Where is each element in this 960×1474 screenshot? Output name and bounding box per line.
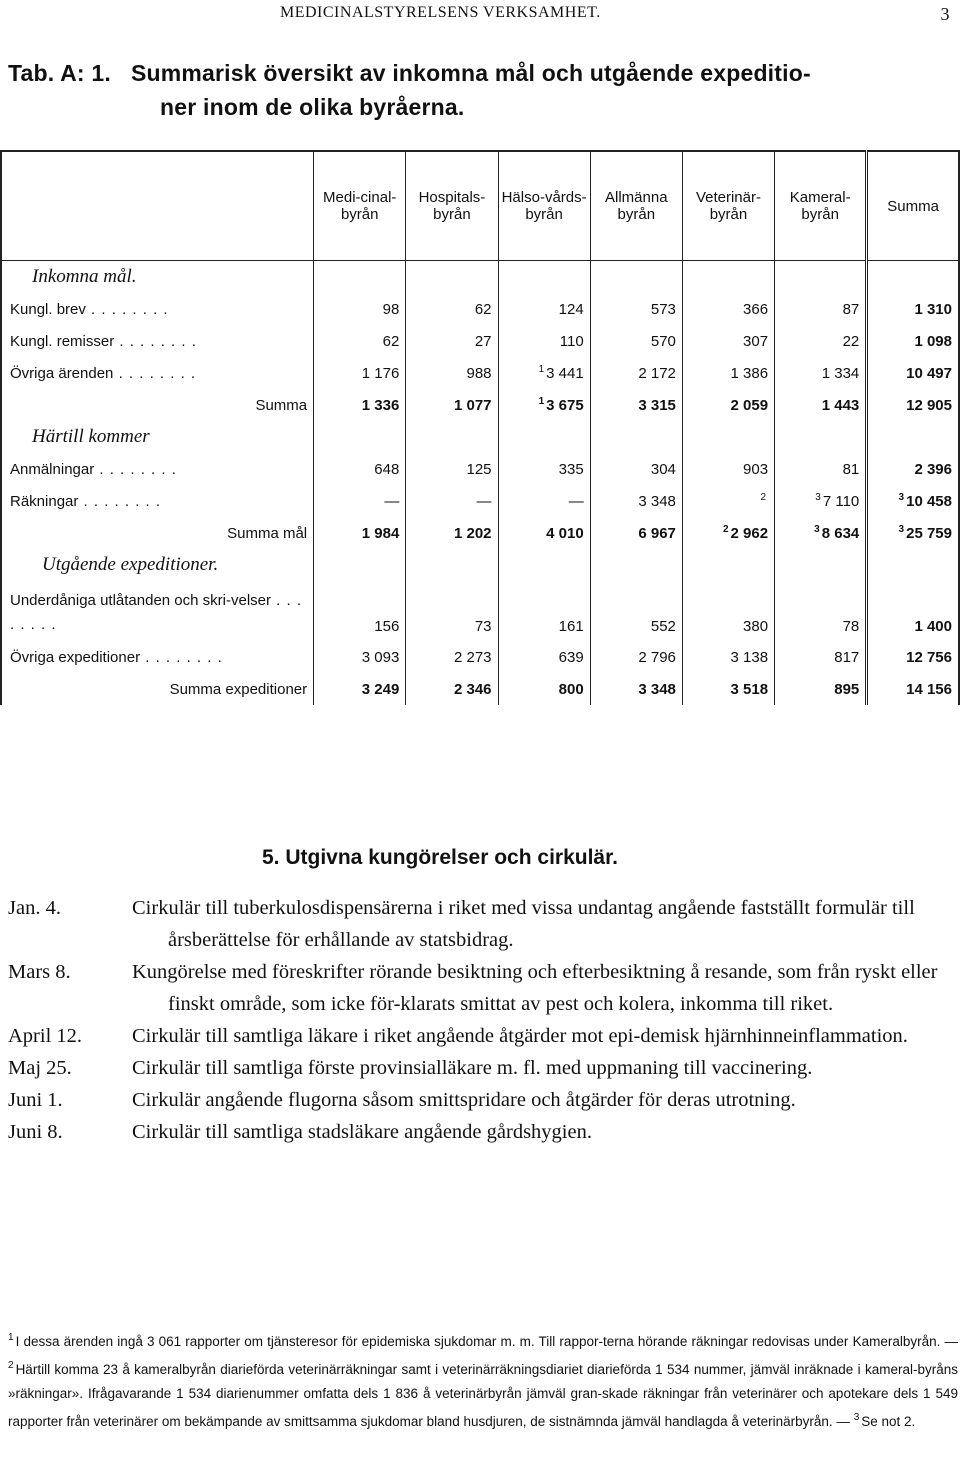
cell-value: 3 348 — [638, 492, 676, 510]
table-cell — [590, 673, 682, 705]
cell-value: 1 386 — [730, 364, 769, 382]
cell-value: 307 — [743, 332, 769, 350]
footnote-1: I dessa ärenden ingå 3 061 rapporter om tjänsteresor för epidemiska sjukdomar m. m. Till rappor-terna hörande räkningar redovisas under Kameralbyrån. — — [15, 1334, 958, 1349]
table-cell — [682, 485, 774, 517]
cell-value: 3 518 — [730, 680, 769, 698]
section-row — [1, 549, 959, 581]
table-row — [1, 325, 959, 357]
table-cell — [498, 389, 590, 421]
cell-value: 12 905 — [906, 396, 952, 414]
row-label: Övriga expeditioner . . . — [1, 641, 314, 673]
table-cell — [314, 673, 406, 705]
table-cell — [498, 673, 590, 705]
table-cell — [314, 641, 406, 673]
col-header: Veterinär-byrån — [682, 151, 774, 261]
cell-value: 124 — [558, 300, 584, 318]
table-cell — [590, 641, 682, 673]
table-cell — [314, 357, 406, 389]
cell-value: 1 310 — [914, 300, 952, 318]
cell-value: 12 756 — [906, 648, 952, 666]
table-cell — [682, 673, 774, 705]
cell-value: 573 — [650, 300, 676, 318]
table-cell — [867, 581, 959, 641]
table-cell — [314, 293, 406, 325]
table-row — [1, 389, 959, 421]
table-cell — [406, 581, 498, 641]
cell-value: 1 400 — [914, 618, 952, 635]
table-cell — [314, 389, 406, 421]
table-cell — [682, 641, 774, 673]
cell-value: 304 — [650, 460, 676, 478]
table-cell — [590, 389, 682, 421]
cell-value: 10 497 — [906, 364, 952, 382]
table-cell — [775, 517, 867, 549]
cell-value: 1 202 — [453, 524, 492, 542]
list-item — [8, 892, 958, 956]
table-header-row — [1, 151, 959, 261]
table-title-line2: ner inom de olika byråerna. — [160, 94, 465, 120]
row-label: Räkningar . . . — [1, 485, 314, 517]
table-cell — [406, 325, 498, 357]
entry-date: Jan. 4. — [8, 897, 61, 919]
table-cell — [867, 389, 959, 421]
table-row — [1, 641, 959, 673]
row-label: Kungl. remisser . . . — [1, 325, 314, 357]
row-label: Summa — [1, 389, 314, 421]
list-item — [8, 1020, 958, 1052]
cell-value: — — [384, 492, 400, 510]
table-cell — [406, 673, 498, 705]
cell-value: — — [568, 492, 584, 510]
footnote-ref: 2 — [722, 524, 729, 535]
footnote-ref: 3 — [814, 524, 820, 535]
table-cell — [590, 357, 682, 389]
cell-value: 1 443 — [821, 396, 860, 414]
cell-value: 335 — [558, 460, 584, 478]
cell-value: 3 093 — [361, 648, 400, 666]
table-cell — [590, 293, 682, 325]
table-cell — [590, 581, 682, 641]
table-cell — [314, 581, 406, 641]
table-row — [1, 485, 959, 517]
col-header: Medi-cinal-byrån — [314, 151, 406, 261]
cell-value: 1 336 — [361, 396, 400, 414]
table-cell — [775, 389, 867, 421]
cell-value: 3 348 — [638, 680, 676, 698]
table-cell — [498, 641, 590, 673]
table-cell — [590, 453, 682, 485]
table-title-line1: Summarisk översikt av inkomna mål och utgående expeditio- — [130, 60, 811, 86]
table-row — [1, 673, 959, 705]
circular-list — [8, 892, 958, 1148]
cell-value: 366 — [743, 300, 769, 318]
section-heading: 5. Utgivna kungörelser och cirkulär. — [262, 846, 618, 869]
cell-value: 6 967 — [638, 524, 676, 542]
table-cell — [682, 453, 774, 485]
cell-value: 2 059 — [730, 396, 769, 414]
table-row — [1, 581, 959, 641]
entry-text: Kungörelse med föreskrifter rörande besiktning och efterbesiktning å resande, som från ryskt eller finskt område, som icke för-klarats smittat av pest och kolera, inkomma till riket. — [132, 961, 938, 1015]
table-cell — [775, 453, 867, 485]
table-cell — [867, 325, 959, 357]
cell-value: 817 — [834, 648, 860, 666]
cell-value: — — [476, 492, 492, 510]
entry-date: Juni 8. — [8, 1121, 63, 1143]
cell-value: 2 273 — [453, 648, 492, 666]
cell-value: 4 010 — [546, 524, 584, 542]
table-cell — [775, 673, 867, 705]
table-cell — [590, 517, 682, 549]
table-cell — [406, 389, 498, 421]
table-cell — [775, 485, 867, 517]
entry-text: Cirkulär angående flugorna såsom smittspridare och åtgärder för deras utrotning. — [132, 1089, 796, 1111]
table-cell — [498, 293, 590, 325]
cell-value: 1 334 — [821, 364, 860, 382]
running-title: MEDICINALSTYRELSENS VERKSAMHET. — [280, 4, 601, 21]
entry-text: Cirkulär till samtliga läkare i riket angående åtgärder mot epi-demisk hjärnhinneinflammation. — [132, 1025, 908, 1047]
footnote-2: Härtill komma 23 å kameralbyrån diarieförda veterinärräkningar samt i veterinärräkningsdiariet diarieförda 1 534 nummer, jämväl inräknade i kameral-byråns »räkningar». Ifrågavarande 1 534 diarienummer omfatta dels 1 836 å veterinärbyrån jämväl gran-skade räkningar från veterinärer och apotekare dels 1 549 rapporter från veterinärer om bekämpande av smittsamma sjukdomar bland husdjuren, de sistnämnda jämväl handlagda å veterinärbyrån. — — [8, 1362, 958, 1429]
table-cell — [406, 641, 498, 673]
cell-value: 988 — [466, 364, 492, 382]
table-cell — [867, 485, 959, 517]
table-cell — [682, 517, 774, 549]
cell-value: 27 — [474, 332, 492, 350]
list-item — [8, 1084, 958, 1116]
table-cell — [867, 453, 959, 485]
footnotes — [8, 1326, 958, 1434]
table-cell — [590, 485, 682, 517]
cell-value: 14 156 — [906, 680, 952, 698]
header-blank — [1, 151, 314, 261]
footnote-marker: 2 — [8, 1360, 14, 1371]
table-cell — [775, 325, 867, 357]
table-cell — [867, 517, 959, 549]
section-label: Inkomna mål. — [1, 261, 314, 294]
cell-value: 648 — [374, 460, 400, 478]
running-head — [0, 4, 960, 26]
row-label: Övriga ärenden . . . — [1, 357, 314, 389]
table-cell — [682, 293, 774, 325]
cell-value: 3 675 — [546, 397, 584, 414]
table-cell — [406, 453, 498, 485]
cell-value: 8 634 — [821, 525, 860, 542]
cell-value: 895 — [834, 680, 860, 698]
table-cell — [867, 641, 959, 673]
table-cell — [498, 581, 590, 641]
cell-value: 10 458 — [906, 493, 952, 510]
table-title — [8, 56, 958, 124]
cell-value: 2 962 — [730, 525, 769, 542]
entry-text: Cirkulär till samtliga förste provinsialläkare m. fl. med uppmaning till vaccinering. — [132, 1057, 813, 1079]
cell-value: 62 — [382, 332, 400, 350]
row-label: Underdåniga utlåtanden och skri-velser . . . — [1, 581, 314, 641]
cell-value: 3 315 — [638, 396, 676, 414]
cell-value: 25 759 — [906, 525, 952, 542]
table-cell — [775, 293, 867, 325]
table-cell — [867, 293, 959, 325]
cell-value: 1 098 — [914, 332, 952, 350]
cell-value: 2 172 — [638, 364, 676, 382]
cell-value: 2 346 — [453, 680, 492, 698]
cell-value: 639 — [558, 648, 584, 666]
table-cell — [406, 357, 498, 389]
entry-date: Maj 25. — [8, 1057, 72, 1079]
footnote-marker: 3 — [853, 1412, 860, 1423]
cell-value: 73 — [474, 618, 492, 635]
table-cell — [867, 673, 959, 705]
cell-value: 552 — [650, 618, 676, 635]
footnote-ref: 3 — [898, 492, 905, 503]
row-label: Anmälningar . . . — [1, 453, 314, 485]
cell-value: 3 249 — [361, 680, 400, 698]
footnote-ref: 1 — [538, 396, 545, 407]
table-cell — [682, 357, 774, 389]
table-cell — [682, 581, 774, 641]
entry-text: Cirkulär till tuberkulosdispensärerna i riket med vissa undantag angående fastställt formulär till årsberättelse för erhållande av statsbidrag. — [132, 897, 915, 951]
cell-value: 380 — [743, 618, 769, 635]
col-header: Hälso-vårds-byrån — [498, 151, 590, 261]
footnote-marker: 1 — [8, 1332, 14, 1343]
cell-value: 81 — [842, 460, 860, 478]
cell-value: 98 — [382, 300, 400, 318]
cell-value: 903 — [743, 460, 769, 478]
table-cell — [775, 581, 867, 641]
section-label: Utgående expeditioner. — [1, 549, 314, 581]
table-cell — [775, 357, 867, 389]
row-label: Summa mål — [1, 517, 314, 549]
table-cell — [406, 485, 498, 517]
entry-text: Cirkulär till samtliga stadsläkare angående gårdshygien. — [132, 1121, 592, 1143]
table-cell — [314, 517, 406, 549]
row-label: Kungl. brev . . . — [1, 293, 314, 325]
footnote-ref: 2 — [760, 492, 767, 503]
cell-value: 3 441 — [546, 365, 584, 382]
table-cell — [498, 453, 590, 485]
section-row — [1, 421, 959, 453]
cell-value: 2 396 — [914, 460, 952, 478]
section-label: Härtill kommer — [1, 421, 314, 453]
footnote-ref: 3 — [815, 492, 821, 503]
entry-date: Juni 1. — [8, 1089, 63, 1111]
list-item — [8, 1052, 958, 1084]
cell-value: 2 796 — [638, 648, 676, 666]
col-header: Hospitals-byrån — [406, 151, 498, 261]
section-row — [1, 261, 959, 294]
cell-value: 110 — [559, 332, 584, 350]
cell-value: 1 176 — [361, 364, 400, 382]
table-cell — [775, 641, 867, 673]
cell-value: 87 — [842, 300, 860, 318]
cell-value: 156 — [374, 618, 400, 635]
table-cell — [498, 325, 590, 357]
footnote-3: Se not 2. — [861, 1414, 916, 1429]
row-label: Summa expeditioner — [1, 673, 314, 705]
table-row — [1, 453, 959, 485]
table-cell — [406, 517, 498, 549]
table-cell — [498, 517, 590, 549]
table-cell — [498, 357, 590, 389]
table-cell — [498, 485, 590, 517]
table-cell — [406, 293, 498, 325]
cell-value: 161 — [558, 618, 584, 635]
table-cell — [314, 453, 406, 485]
table-cell — [590, 325, 682, 357]
list-item — [8, 1116, 958, 1148]
table-row — [1, 293, 959, 325]
table-cell — [314, 325, 406, 357]
cell-value: 78 — [842, 618, 860, 635]
footnote-ref: 1 — [538, 364, 545, 375]
table-row — [1, 517, 959, 549]
cell-value: 800 — [558, 680, 584, 698]
cell-value: 7 110 — [822, 493, 860, 510]
col-header: Allmänna byrån — [590, 151, 682, 261]
footnote-ref: 3 — [898, 524, 905, 535]
table-cell — [682, 325, 774, 357]
cell-value: 125 — [466, 460, 492, 478]
table-row — [1, 357, 959, 389]
entry-date: April 12. — [8, 1025, 83, 1047]
cell-value: 1 984 — [361, 524, 400, 542]
col-header-summa: Summa — [867, 151, 959, 261]
list-item — [8, 956, 958, 1020]
table-cell — [314, 485, 406, 517]
col-header: Kameral-byrån — [775, 151, 867, 261]
summary-table — [0, 150, 960, 705]
page-number: 3 — [940, 4, 950, 24]
cell-value: 3 138 — [730, 648, 769, 666]
cell-value: 570 — [650, 332, 676, 350]
cell-value: 62 — [474, 300, 492, 318]
cell-value: 22 — [842, 332, 860, 350]
table-cell — [682, 389, 774, 421]
table-cell — [867, 357, 959, 389]
entry-date: Mars 8. — [8, 961, 71, 983]
table-label: Tab. A: 1. — [8, 60, 111, 86]
cell-value: 1 077 — [453, 396, 492, 414]
